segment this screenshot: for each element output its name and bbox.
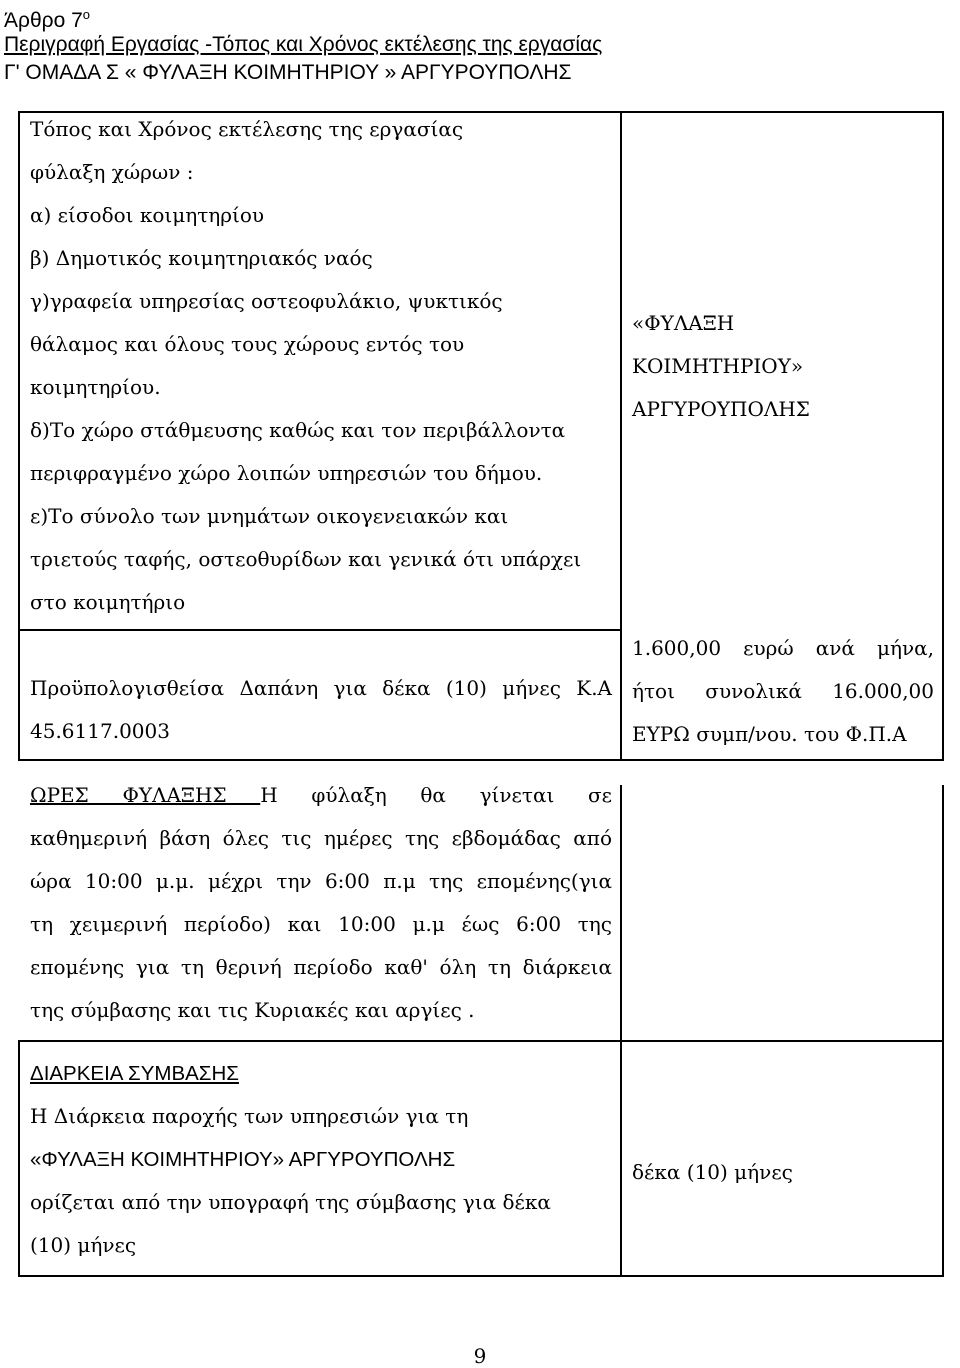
s1-right-line: ΚΟΙΜΗΤΗΡΙΟΥ» [632,354,804,378]
hours-line: τη χειμερινή περίοδο) και 10:00 μ.μ έως 6:00 της [30,912,612,936]
article-subtitle: Περιγραφή Εργασίας -Τόπος και Χρόνος εκτέλεσης της εργασίας [4,33,603,56]
duration-value: δέκα (10) μήνες [632,1160,793,1184]
s1-line: ε)Το σύνολο των μνημάτων οικογενειακών και [30,504,509,528]
hours-line: καθημερινή βάση όλες τις ημέρες της εβδομάδας από [30,826,612,850]
s1-line: τριετούς ταφής, οστεοθυρίδων και γενικά ότι υπάρχει [30,547,582,571]
s1-line: θάλαμος και όλους τους χώρους εντός του [30,332,465,356]
hours-first-line: ΩΡΕΣ ΦΥΛΑΞΗΣ Η φύλαξη θα γίνεται σε [30,783,613,807]
duration-line: «ΦΥΛΑΞΗ ΚΟΙΜΗΤΗΡΙΟΥ» ΑΡΓΥΡΟΥΠΟΛΗΣ [30,1148,456,1171]
s1-line: κοιμητηρίου. [30,375,161,399]
price-line: ήτοι συνολικά 16.000,00 [632,679,934,703]
hours-line: ώρα 10:00 μ.μ. μέχρι την 6:00 π.μ της επομένης(για [30,869,612,893]
s1-right-line: ΑΡΓΥΡΟΥΠΟΛΗΣ [632,397,810,421]
s1-line: φύλαξη χώρων : [30,160,194,184]
s1-right-line: «ΦΥΛΑΞΗ [632,311,735,335]
page-number: 9 [473,1344,487,1368]
duration-heading: ΔΙΑΡΚΕΙΑ ΣΥΜΒΑΣΗΣ [30,1062,239,1085]
s1-line: γ)γραφεία υπηρεσίας οστεοφυλάκιο, ψυκτικός [30,289,503,313]
duration-line: Η Διάρκεια παροχής των υπηρεσιών για τη [30,1104,469,1128]
s1-line: α) είσοδοι κοιμητηρίου [30,203,265,227]
budget-code: 45.6117.0003 [30,719,170,743]
duration-line: ορίζεται από την υπογραφή της σύμβασης για δέκα [30,1190,551,1214]
s1-line: περιφραγμένο χώρο λοιπών υπηρεσιών του δήμου. [30,461,543,485]
s1-line: β) Δημοτικός κοιμητηριακός ναός [30,246,373,270]
s1-line: στο κοιμητήριο [30,590,186,614]
price-line: 1.600,00 ευρώ ανά μήνα, [632,636,934,660]
duration-line: (10) μήνες [30,1233,137,1257]
hours-line: της σύμβασης και τις Κυριακές και αργίες . [30,998,475,1022]
price-line: ΕΥΡΩ συμπ/νου. του Φ.Π.Α [632,722,907,746]
hours-heading: ΩΡΕΣ ΦΥΛΑΞΗΣ [30,783,261,807]
budget-line: Προϋπολογισθείσα Δαπάνη για δέκα (10) μήνες Κ.Α [30,676,612,700]
group-title: Γ' ΟΜΑΔΑ Σ « ΦΥΛΑΞΗ ΚΟΙΜΗΤΗΡΙΟΥ » ΑΡΓΥΡΟΥΠΟΛΗΣ [4,61,572,84]
article-title: Άρθρο $7^o$ [4,7,91,32]
hours-line: επομένης για τη θερινή περίοδο καθ' όλη τη διάρκεια [30,955,612,979]
s1-line: δ)Το χώρο στάθμευσης καθώς και τον περιβάλλοντα [30,418,566,442]
s1-line: Τόπος και Χρόνος εκτέλεσης της εργασίας [30,117,464,141]
